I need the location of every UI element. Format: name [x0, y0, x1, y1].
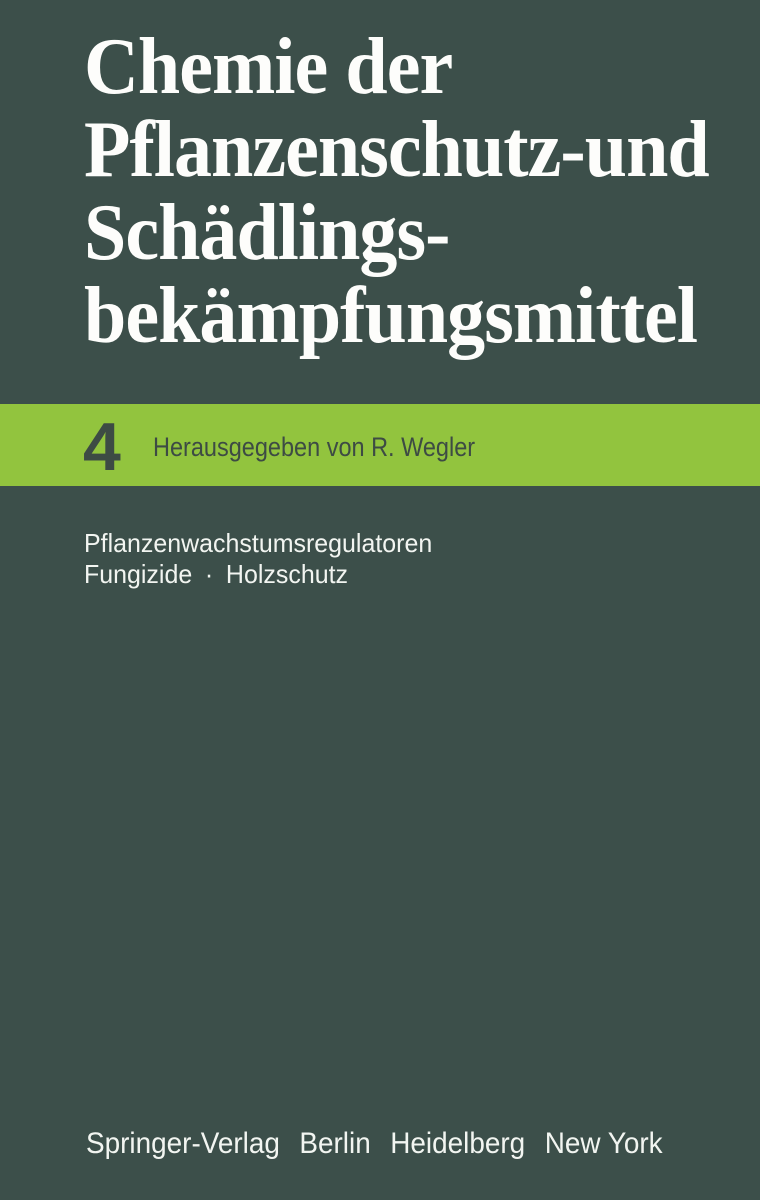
subtitle — [84, 528, 432, 590]
editor-credit: Herausgegeben von R. Wegler — [152, 431, 475, 462]
volume-band — [0, 404, 760, 486]
publisher-name: Springer-Verlag — [86, 1127, 280, 1160]
subtitle-line-1: Pflanzenwachstumsregulatoren — [84, 528, 433, 558]
subtitle-line-2: Fungizide · Holzschutz — [84, 559, 348, 589]
publisher-city-new-york: New York — [544, 1127, 663, 1160]
publisher-city-heidelberg: Heidelberg — [390, 1127, 526, 1160]
publisher-city-berlin: Berlin — [299, 1127, 371, 1160]
title-line-1: Chemie der — [84, 23, 453, 111]
volume-number: 4 — [83, 409, 121, 485]
book-title — [84, 23, 709, 360]
publisher-line — [86, 1126, 663, 1162]
title-line-2: Pflanzenschutz-und — [84, 106, 709, 194]
title-line-4: bekämpfungsmittel — [84, 272, 698, 360]
title-line-3: Schädlings- — [84, 189, 450, 277]
